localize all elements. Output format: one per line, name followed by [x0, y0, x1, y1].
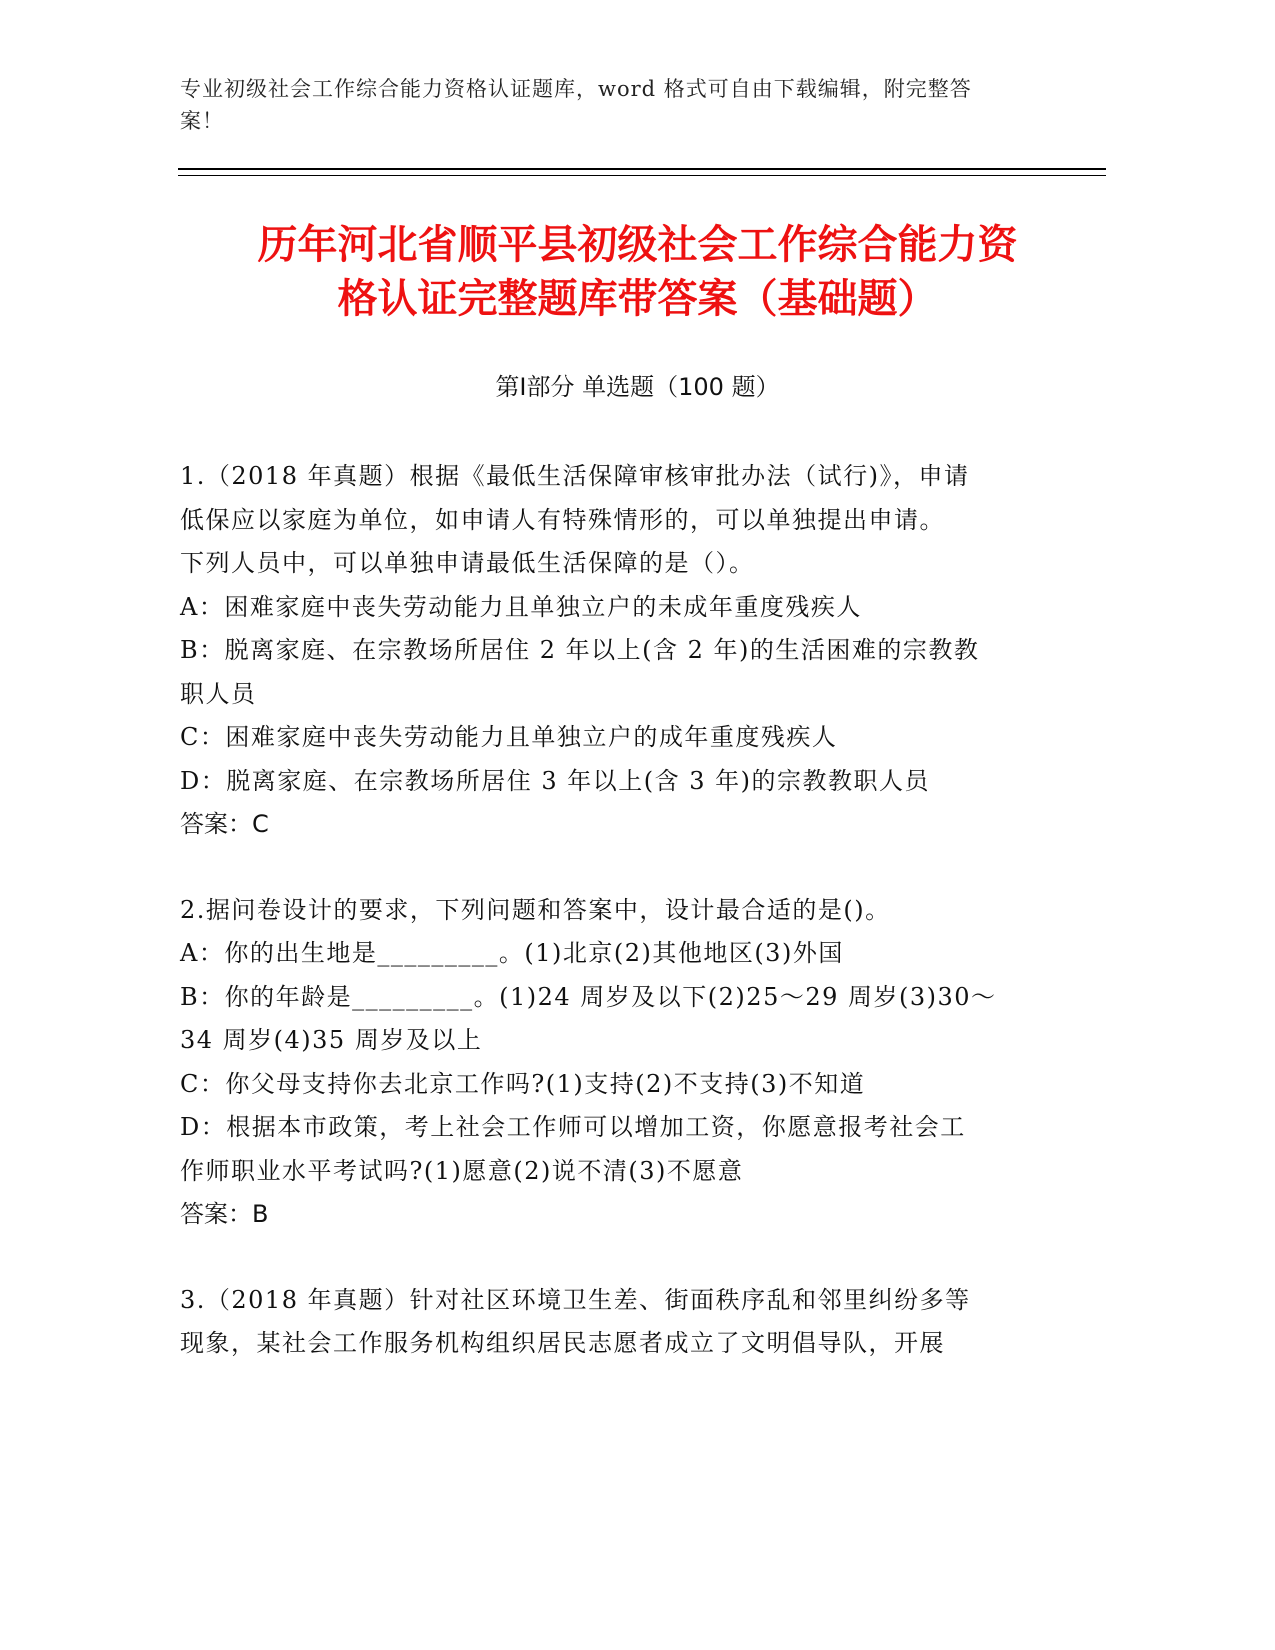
question-3: [180, 1279, 1040, 1366]
option-a: A：你的出生地是_________。(1)北京(2)其他地区(3)外国: [180, 939, 844, 967]
option-d: D：脱离家庭、在宗教场所居住 3 年以上(含 3 年)的宗教教职人员: [180, 766, 931, 795]
question-line: 1.（2018 年真题）根据《最低生活保障审核审批办法（试行)》，申请: [180, 462, 970, 490]
question-line: 低保应以家庭为单位，如申请人有特殊情形的，可以单独提出申请。: [180, 505, 945, 534]
option-d: D：根据本市政策，考上社会工作师可以增加工资，你愿意报考社会工: [180, 1113, 966, 1141]
answer-line: 答案：B: [180, 1200, 269, 1228]
option-c: C：困难家庭中丧失劳动能力且单独立户的成年重度残疾人: [180, 723, 838, 751]
option-c: C：你父母支持你去北京工作吗?(1)支持(2)不支持(3)不知道: [180, 1069, 866, 1098]
question-list: [180, 455, 1040, 1408]
header-note-line: 案！: [180, 109, 224, 133]
question-line: 3.（2018 年真题）针对社区环境卫生差、街面秩序乱和邻里纠纷多等: [180, 1285, 971, 1314]
header-rule-thick: [178, 168, 1106, 170]
header-note: [180, 73, 1030, 137]
title-line: 格认证完整题库带答案（基础题）: [337, 276, 938, 322]
question-line: 下列人员中，可以单独申请最低生活保障的是（）。: [180, 549, 755, 577]
title-line: 历年河北省顺平县初级社会工作综合能力资: [257, 222, 1018, 268]
question-1: [180, 455, 1040, 847]
header-note-line: 专业初级社会工作综合能力资格认证题库，word 格式可自由下载编辑，附完整答: [180, 77, 972, 101]
option-b-cont: 34 周岁(4)35 周岁及以上: [180, 1026, 483, 1054]
section-title: 第Ⅰ部分 单选题（100 题）: [495, 373, 780, 401]
document-title: [150, 218, 1125, 326]
option-b-cont: 职人员: [180, 679, 257, 708]
option-a: A：困难家庭中丧失劳动能力且单独立户的未成年重度残疾人: [180, 592, 862, 621]
question-line: 2.据问卷设计的要求，下列问题和答案中，设计最合适的是()。: [180, 895, 891, 924]
question-2: [180, 889, 1040, 1237]
option-d-cont: 作师职业水平考试吗?(1)愿意(2)说不清(3)不愿意: [180, 1156, 744, 1185]
option-b: B：你的年龄是_________。(1)24 周岁及以下(2)25～29 周岁(3)30～: [180, 982, 997, 1011]
question-line: 现象，某社会工作服务机构组织居民志愿者成立了文明倡导队，开展: [180, 1329, 945, 1357]
answer-line: 答案：C: [180, 810, 269, 838]
option-b: B：脱离家庭、在宗教场所居住 2 年以上(含 2 年)的生活困难的宗教教: [180, 636, 980, 664]
header-rule-thin: [178, 175, 1106, 176]
